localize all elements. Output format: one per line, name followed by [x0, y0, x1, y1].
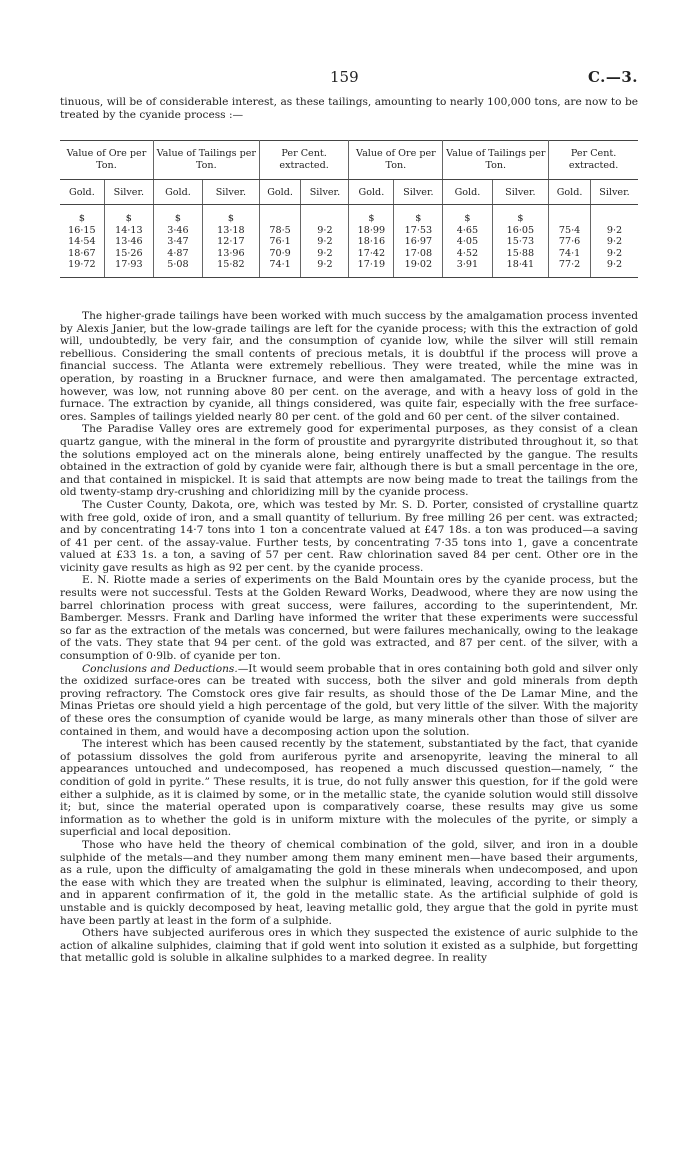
unit-cell: $: [60, 205, 104, 225]
table-row: [60, 225, 638, 237]
unit-cell: $: [443, 205, 492, 225]
group-header: Per Cent. extracted.: [259, 141, 349, 180]
table-group-header-row: [60, 141, 638, 180]
unit-cell: [549, 205, 591, 225]
table-cell: 4·05: [443, 236, 492, 248]
table-cell: 76·1: [259, 236, 301, 248]
paragraph-text: The Paradise Valley ores are extremely good for experimental purposes, as they consist of a clean quartz gangue, with the mineral in the form of proustite and pyrargyrite distributed throughout it, so that the solutions employed act on the minerals alone, being entirely unaffected by the gangue. The results obtained in the extraction of gold by cyanide were fair, although there is but a small percentage in the ore, and that contained in mispickel. It is said that attempts are now being made to treat the tailings from the old twenty-stamp dry-crushing and chloridizing mill by the cyanide process.: [60, 423, 638, 499]
table-cell: 15·82: [203, 259, 260, 277]
paragraph-text: Those who have held the theory of chemical combination of the gold, silver, and iron in a double sulphide of the metals—and they number among them many eminent men—have based their arguments, as a rule, upon the difficulty of amalgamating the gold in these minerals when undecomposed, and upon the ease with which they are treated when the sulphur is eliminated, leaving, according to their theory, and in apparent confirmation of it, the gold in the metallic state. As the artificial sulphide of gold is unstable and is quickly decomposed by heat, leaving metallic gold, they argue that the gold in pyrite must have been partly at least in the form of a sulphide.: [60, 838, 638, 927]
table-cell: 9·2: [606, 247, 623, 259]
table-units-row: [60, 205, 638, 225]
table-row: [60, 259, 638, 277]
table-cell: 13·96: [203, 248, 260, 260]
table-cell: 3·91: [443, 259, 492, 277]
sub-header: Silver.: [590, 180, 638, 205]
table-cell: 9·2: [301, 225, 349, 237]
table-cell: 74·1: [549, 248, 591, 260]
paragraph: [60, 574, 638, 662]
table-cell: 19·02: [394, 259, 443, 277]
table-cell: 77·6: [549, 236, 591, 248]
table-cell: 5·08: [153, 259, 202, 277]
table-cell: 74·1: [259, 259, 301, 277]
group-header: Value of Ore per Ton.: [349, 141, 443, 180]
table-cell: 18·99: [349, 225, 394, 237]
table-cell: 14·13: [104, 225, 153, 237]
table-cell: 12·17: [203, 236, 260, 248]
paragraph-text: —It would seem probable that in ores containing both gold and silver only the oxidized surface-ores can be treated with success, both the silver and gold minerals from depth proving refractory. The Comstock ores give fair results, as should those of the De Lamar Mine, and the Minas Prietas ore should yield a high percentage of the gold, but very little of the silver. With the majority of these ores the consumption of cyanide would be large, as many minerals other than those of silver are contained in them, and would have a decomposing action upon the solution.: [60, 662, 638, 738]
unit-cell: $: [104, 205, 153, 225]
table-cell: 19·72: [60, 259, 104, 277]
table-row: [60, 248, 638, 260]
sub-header: Silver.: [203, 180, 260, 205]
document-code: C.—3.: [587, 68, 638, 86]
sub-header: Gold.: [549, 180, 591, 205]
table-sub-header-row: [60, 180, 638, 205]
cyanide-results-table: [60, 140, 638, 278]
table-cell: 9·2: [301, 259, 349, 277]
unit-cell: [301, 205, 349, 225]
sub-header: Gold.: [443, 180, 492, 205]
table-cell: 9·2: [590, 259, 638, 277]
table-cell: 9·2: [301, 248, 349, 260]
page-header: [60, 68, 638, 88]
unit-cell: $: [394, 205, 443, 225]
paragraph-text: The interest which has been caused recently by the statement, substantiated by the fact, that cyanide of potassium dissolves the gold from auriferous pyrite and arsenopyrite, leaving the mineral to all appearances untouched and undecomposed, has reopened a much discussed question—namely, “ the condition of gold in pyrite.” These results, it is true, do not fully answer this question, for if the gold were either a sulphide, as it is claimed by some, or in the metallic state, the cyanide solution would still dissolve it; but, since the material operated upon is comparatively coarse, these results may give us some information as to whether the gold is in uniform mixture with the molecules of the pyrite, or simply a superficial and local deposition.: [60, 738, 638, 839]
table-cell: 18·67: [60, 248, 104, 260]
table-cell: 3·46: [153, 225, 202, 237]
paragraph: [60, 839, 638, 927]
table-cell: 15·73: [492, 236, 549, 248]
sub-header: Gold.: [60, 180, 104, 205]
table-cell: 9·2: [301, 236, 349, 248]
table-cell: 18·16: [349, 236, 394, 248]
sub-header: Silver.: [492, 180, 549, 205]
table-cell: 16·05: [492, 225, 549, 237]
unit-cell: $: [349, 205, 394, 225]
table-cell: 77·2: [549, 259, 591, 277]
page-number: 159: [330, 68, 359, 86]
group-header: Value of Ore per Ton.: [60, 141, 153, 180]
table-cell: 4·87: [153, 248, 202, 260]
unit-cell: $: [203, 205, 260, 225]
unit-cell: $: [153, 205, 202, 225]
sub-header: Silver.: [394, 180, 443, 205]
paragraph-text: E. N. Riotte made a series of experiments on the Bald Mountain ores by the cyanide process, but the results were not successful. Tests at the Golden Reward Works, Deadwood, where they are now using the barrel chlorination process with great success, were failures, according to the superintendent, Mr. Bamberger. Messrs. Frank and Darling have informed the writer that these experiments were successful so far as the extraction of the metals was concerned, but were failures mechanically, owing to the leakage of the vats. They state that 94 per cent. of the gold was extracted, and 87 per cent. of the silver, with a consumption of 0·9lb. of cyanide per ton.: [60, 574, 638, 663]
table-cell: 16·97: [394, 236, 443, 248]
table-cell: 16·15: [60, 225, 104, 237]
paragraph-text: The higher-grade tailings have been worked with much success by the amalgamation process invented by Alexis Janier, but the low-grade tailings are left for the cyanide process; with this the extraction of gold will, undoubtedly, be very fair, and the consumption of cyanide low, while the silver will still remain rebellious. Considering the small contents of precious metals, it is doubtful if the process will prove a financial success. The Atlanta were extremely rebellious. They were treated, while the mine was in operation, by roasting in a Bruckner furnace, and were then amalgamated. The percentage extracted, however, was low, not running above 80 per cent. on the average, and with a heavy loss of gold in the furnace. The extraction by cyanide, all things considered, was quite fair, especially with the free surface-ores. Samples of tailings yielded nearly 80 per cent. of the gold and 60 per cent. of the silver contained.: [60, 310, 638, 423]
group-header: Value of Tailings per Ton.: [443, 141, 549, 180]
table-cell: 13·18: [203, 225, 260, 237]
table-cell: 17·42: [349, 248, 394, 260]
paragraph: [60, 738, 638, 839]
table-cell: 17·93: [104, 259, 153, 277]
paragraph: [60, 423, 638, 499]
unit-cell: $: [492, 205, 549, 225]
body-text: [60, 310, 638, 965]
table-cell: 3·47: [153, 236, 202, 248]
unit-cell: [259, 205, 301, 225]
group-header: Value of Tailings per Ton.: [153, 141, 259, 180]
paragraph: [60, 310, 638, 423]
paragraph: [60, 499, 638, 575]
paragraph-text: The Custer County, Dakota, ore, which was tested by Mr. S. D. Porter, consisted of crystalline quartz with free gold, oxide of iron, and a small quantity of tellurium. By free milling 26 per cent. was extracted; and by concentrating 14·7 tons into 1 ton a concentrate valued at £47 18s. a ton was produced—a saving of 41 per cent. of the assay-value. Further tests, by concentrating 7·35 tons into 1, gave a concentrate valued at £33 1s. a ton, a saving of 57 per cent. Raw chlorination saved 84 per cent. Other ore in the vicinity gave results as high as 92 per cent. by the cyanide process.: [60, 498, 638, 574]
table-cell: 75·4: [549, 225, 591, 237]
unit-cell: [590, 205, 638, 225]
table-row: [60, 236, 638, 248]
table-cell: 9·2: [606, 224, 623, 236]
sub-header: Gold.: [153, 180, 202, 205]
sub-header: Gold.: [259, 180, 301, 205]
table-cell: 78·5: [259, 225, 301, 237]
sub-header: Silver.: [104, 180, 153, 205]
paragraph-text: Others have subjected auriferous ores in which they suspected the existence of auric sulphide to the action of alkaline sulphides, claiming that if gold went into solution it existed as a sulphide, but forgetting that metallic gold is soluble in alkaline sulphides to a marked degree. In reality: [60, 927, 638, 965]
table-cell: 4·65: [443, 225, 492, 237]
table-cell: 17·08: [394, 248, 443, 260]
paragraph: [60, 927, 638, 965]
group-header: Per Cent. extracted.: [549, 141, 638, 180]
table-cell: 15·88: [492, 248, 549, 260]
table-cell: 70·9: [259, 248, 301, 260]
paragraph: [60, 663, 638, 739]
table-cell: 13·46: [104, 236, 153, 248]
intro-paragraph: tinuous, will be of considerable interest, as these tailings, amounting to nearly 100,000 tons, are now to be treated by the cyanide process :—: [60, 96, 638, 121]
sub-header: Silver.: [301, 180, 349, 205]
table-cell: 15·26: [104, 248, 153, 260]
section-lead: Conclusions and Deductions.: [82, 662, 238, 675]
sub-header: Gold.: [349, 180, 394, 205]
table-cell: 4·52: [443, 248, 492, 260]
table-cell: 9·2: [606, 236, 623, 248]
table-cell: 17·19: [349, 259, 394, 277]
table-cell: 14·54: [60, 236, 104, 248]
table-cell: 17·53: [394, 225, 443, 237]
table-cell: 18·41: [492, 259, 549, 277]
